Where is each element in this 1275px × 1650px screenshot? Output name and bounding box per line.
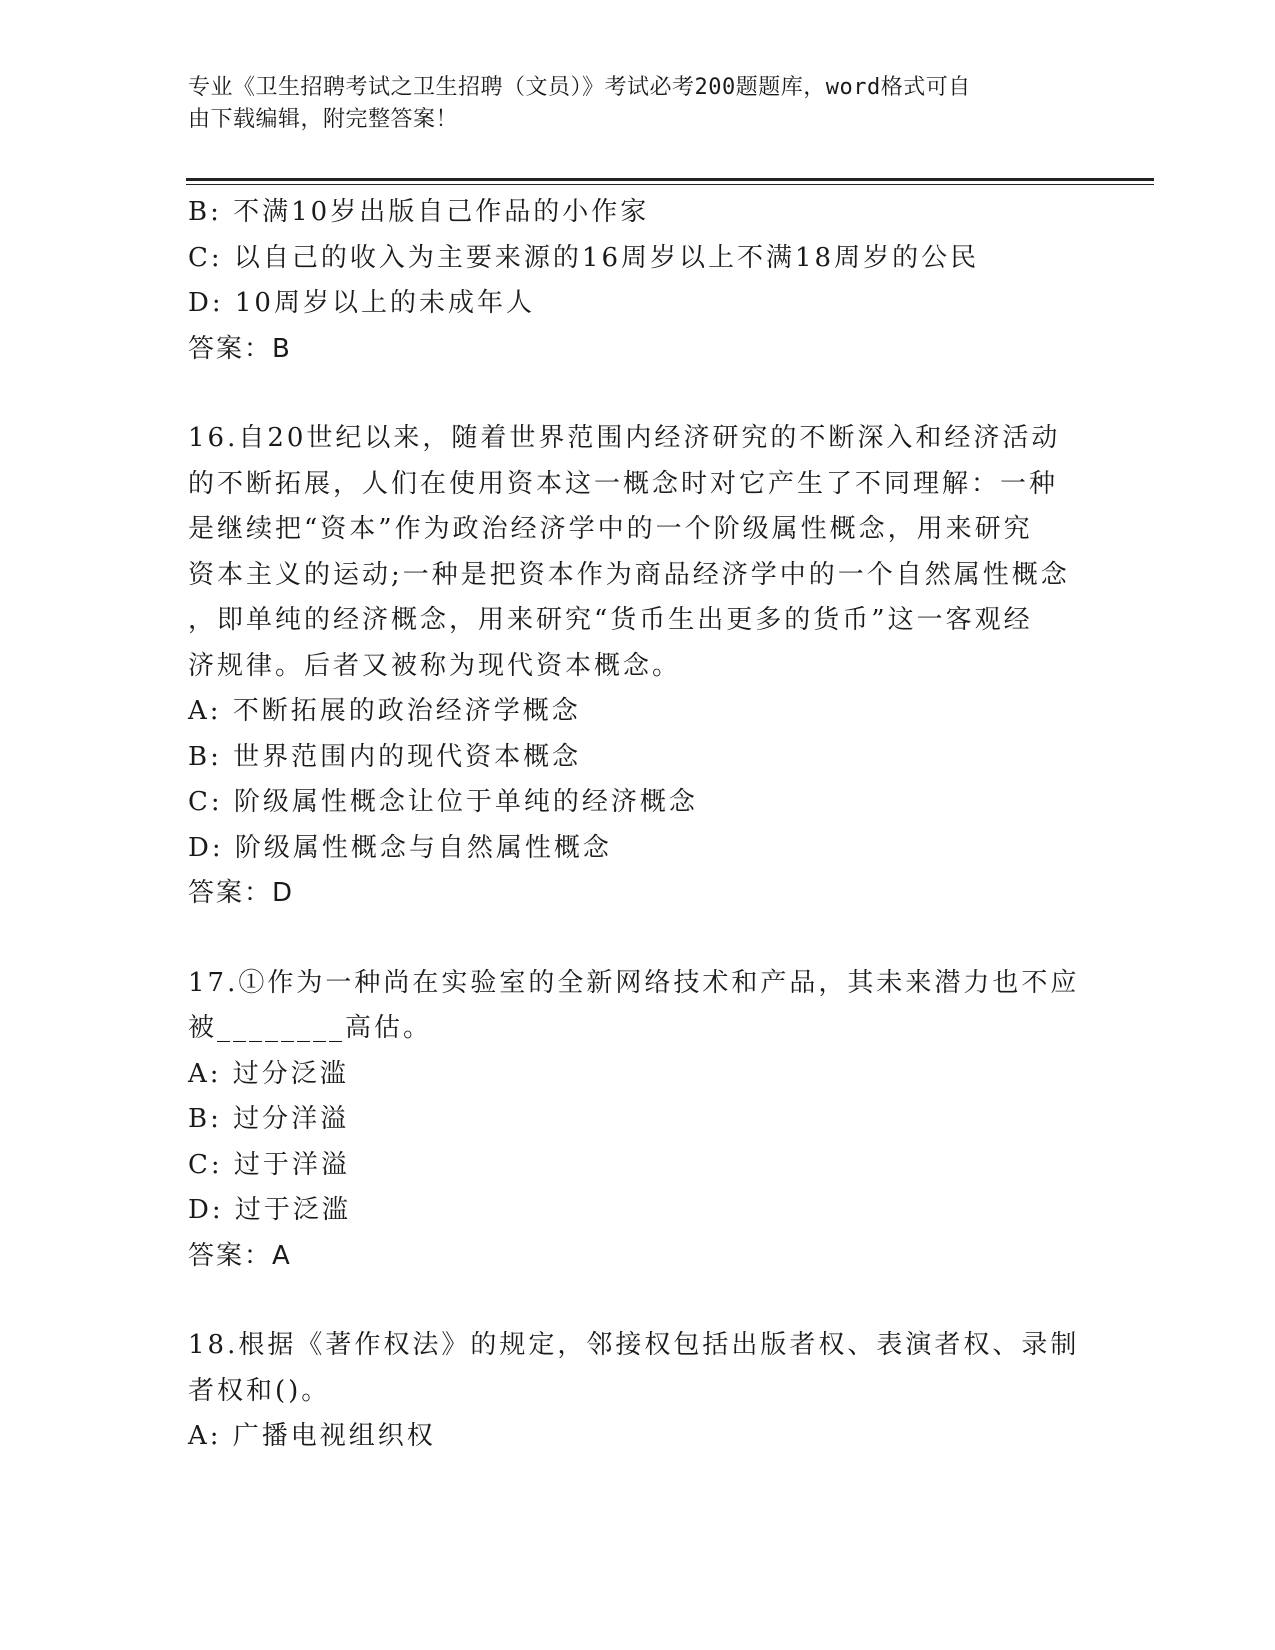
question-17 xyxy=(188,961,1078,1280)
answer-line: 答案：A xyxy=(188,1240,292,1271)
question-stem-line: 济规律。后者又被称为现代资本概念。 xyxy=(188,650,682,681)
option-c: C: 过于洋溢 xyxy=(188,1149,350,1180)
option-c: C: 阶级属性概念让位于单纯的经济概念 xyxy=(188,787,698,817)
document-body xyxy=(188,190,1078,1460)
question-stem-line: 是继续把“资本”作为政治经济学中的一个阶级属性概念，用来研究 xyxy=(188,514,1033,544)
question-stem-line: 被________高估。 xyxy=(188,1013,433,1043)
question-stem-line: 的不断拓展，人们在使用资本这一概念时对它产生了不同理解：一种 xyxy=(188,468,1059,499)
option-c: C: 以自己的收入为主要来源的16周岁以上不满18周岁的公民 xyxy=(188,242,980,273)
spacer xyxy=(188,1279,1078,1323)
option-d: D: 过于泛滥 xyxy=(188,1195,351,1225)
question-16 xyxy=(188,416,1078,917)
option-b: B: 过分洋溢 xyxy=(188,1104,350,1134)
question-stem-line: 者权和()。 xyxy=(188,1375,331,1406)
option-a: A: 过分泛滥 xyxy=(188,1058,349,1089)
answer-line: 答案：B xyxy=(188,333,292,364)
option-d: D: 阶级属性概念与自然属性概念 xyxy=(188,832,612,863)
option-a: A: 不断拓展的政治经济学概念 xyxy=(188,696,581,726)
header-divider-thin xyxy=(186,184,1154,185)
header-divider-thick xyxy=(186,178,1154,181)
option-a: A: 广播电视组织权 xyxy=(188,1421,436,1451)
option-b: B: 不满10岁出版自己作品的小作家 xyxy=(188,197,650,227)
question-18 xyxy=(188,1323,1078,1460)
question-stem-line: 资本主义的运动;一种是把资本作为商品经济学中的一个自然属性概念 xyxy=(188,559,1070,590)
question-stem-line: 17.①作为一种尚在实验室的全新网络技术和产品，其未来潜力也不应 xyxy=(188,967,1080,998)
spacer xyxy=(188,372,1078,416)
header-line-1: 专业《卫生招聘考试之卫生招聘（文员）》考试必考200题题库，word格式可自 xyxy=(188,75,971,100)
question-stem-line: ，即单纯的经济概念，用来研究“货币生出更多的货币”这一客观经 xyxy=(188,605,1033,635)
question-stem-line: 16.自20世纪以来，随着世界范围内经济研究的不断深入和经济活动 xyxy=(188,423,1061,453)
question-stem-line: 18.根据《著作权法》的规定，邻接权包括出版者权、表演者权、录制 xyxy=(188,1330,1080,1360)
option-d: D: 10周岁以上的未成年人 xyxy=(188,288,535,318)
document-header xyxy=(188,72,1068,136)
option-b: B: 世界范围内的现代资本概念 xyxy=(188,741,582,772)
spacer xyxy=(188,917,1078,961)
header-line-2: 由下载编辑，附完整答案！ xyxy=(188,107,459,132)
answer-line: 答案：D xyxy=(188,878,295,908)
question-15-tail xyxy=(188,190,1078,372)
